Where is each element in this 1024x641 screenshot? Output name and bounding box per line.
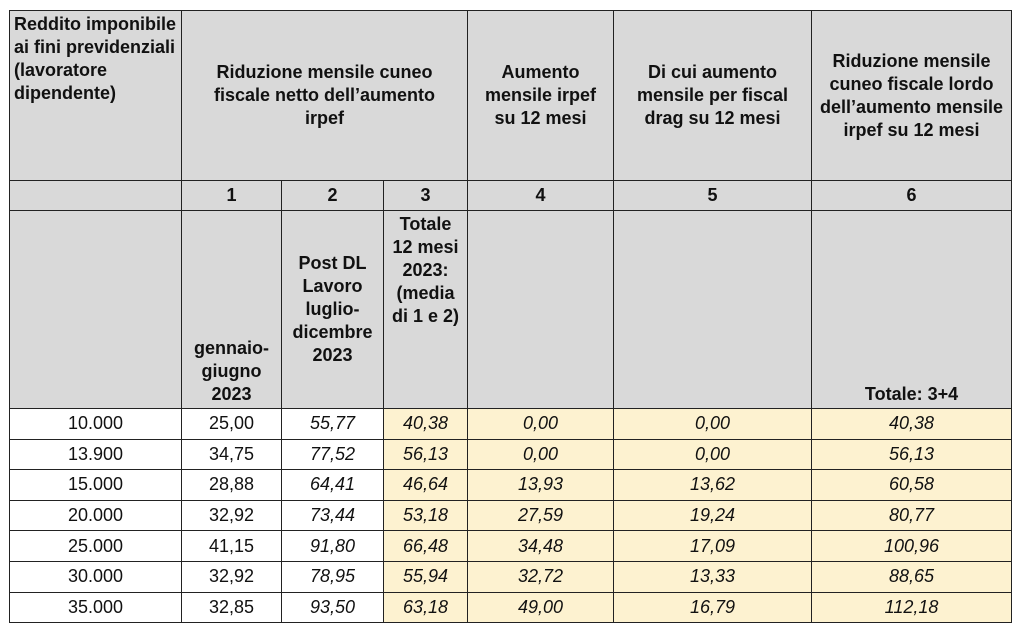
table-row — [10, 561, 1012, 592]
column-number: 4 — [468, 181, 614, 211]
cell-c6: 100,96 — [812, 531, 1012, 562]
cell-c1: 41,15 — [182, 531, 282, 562]
column-number: 1 — [182, 181, 282, 211]
cell-c4: 0,00 — [468, 439, 614, 470]
cell-c6: 40,38 — [812, 409, 1012, 440]
cell-income: 10.000 — [10, 409, 182, 440]
subheader-blank — [614, 211, 812, 409]
cell-c2: 77,52 — [282, 439, 384, 470]
cell-c4: 0,00 — [468, 409, 614, 440]
header-income: Reddito imponibile ai fini previdenziali (lavoratore dipendente) — [10, 11, 182, 181]
cell-c5: 17,09 — [614, 531, 812, 562]
cell-c3: 53,18 — [384, 500, 468, 531]
header-number-blank — [10, 181, 182, 211]
cell-c4: 13,93 — [468, 470, 614, 501]
table-row — [10, 470, 1012, 501]
column-number: 6 — [812, 181, 1012, 211]
column-number: 3 — [384, 181, 468, 211]
table-row — [10, 439, 1012, 470]
cell-income: 35.000 — [10, 592, 182, 623]
cell-c6: 88,65 — [812, 561, 1012, 592]
cell-c1: 32,92 — [182, 500, 282, 531]
cell-c4: 32,72 — [468, 561, 614, 592]
cell-c3: 66,48 — [384, 531, 468, 562]
cell-income: 25.000 — [10, 531, 182, 562]
header-fiscal-drag: Di cui aumento mensile per fiscal drag su 12 mesi — [614, 11, 812, 181]
cell-c2: 78,95 — [282, 561, 384, 592]
column-number: 2 — [282, 181, 384, 211]
cell-c3: 46,64 — [384, 470, 468, 501]
data-table — [9, 10, 1012, 623]
cell-c3: 40,38 — [384, 409, 468, 440]
header-gross-reduction: Riduzione mensile cuneo fiscale lordo dell’aumento mensile irpef su 12 mesi — [812, 11, 1012, 181]
cell-c6: 60,58 — [812, 470, 1012, 501]
cell-c5: 13,33 — [614, 561, 812, 592]
cell-c3: 55,94 — [384, 561, 468, 592]
cell-c6: 112,18 — [812, 592, 1012, 623]
cell-c2: 55,77 — [282, 409, 384, 440]
table-row — [10, 500, 1012, 531]
cell-c1: 32,92 — [182, 561, 282, 592]
header-reduction-group: Riduzione mensile cuneo fiscale netto dell’aumento irpef — [182, 11, 468, 181]
cell-c5: 13,62 — [614, 470, 812, 501]
cell-c3: 56,13 — [384, 439, 468, 470]
subheader-blank — [10, 211, 182, 409]
cell-c1: 25,00 — [182, 409, 282, 440]
subheader-totale-12-mesi: Totale 12 mesi 2023: (media di 1 e 2) — [384, 211, 468, 409]
cell-income: 30.000 — [10, 561, 182, 592]
subheader-totale-3-4: Totale: 3+4 — [812, 211, 1012, 409]
subheader-blank — [468, 211, 614, 409]
cell-c1: 32,85 — [182, 592, 282, 623]
cell-c4: 34,48 — [468, 531, 614, 562]
column-number: 5 — [614, 181, 812, 211]
cell-income: 13.900 — [10, 439, 182, 470]
table-row — [10, 531, 1012, 562]
cell-income: 15.000 — [10, 470, 182, 501]
table-row — [10, 592, 1012, 623]
cell-c5: 16,79 — [614, 592, 812, 623]
cell-c3: 63,18 — [384, 592, 468, 623]
cell-c6: 56,13 — [812, 439, 1012, 470]
table-row — [10, 409, 1012, 440]
cell-c5: 0,00 — [614, 439, 812, 470]
cell-c1: 34,75 — [182, 439, 282, 470]
cell-c2: 64,41 — [282, 470, 384, 501]
subheader-gennaio-giugno: gennaio-giugno 2023 — [182, 211, 282, 409]
cell-c5: 19,24 — [614, 500, 812, 531]
header-irpef: Aumento mensile irpef su 12 mesi — [468, 11, 614, 181]
subheader-post-dl-lavoro: Post DL Lavoro luglio-dicembre 2023 — [282, 211, 384, 409]
cell-income: 20.000 — [10, 500, 182, 531]
cell-c6: 80,77 — [812, 500, 1012, 531]
cell-c5: 0,00 — [614, 409, 812, 440]
cell-c4: 49,00 — [468, 592, 614, 623]
cell-c4: 27,59 — [468, 500, 614, 531]
cell-c1: 28,88 — [182, 470, 282, 501]
cell-c2: 73,44 — [282, 500, 384, 531]
cell-c2: 91,80 — [282, 531, 384, 562]
cell-c2: 93,50 — [282, 592, 384, 623]
